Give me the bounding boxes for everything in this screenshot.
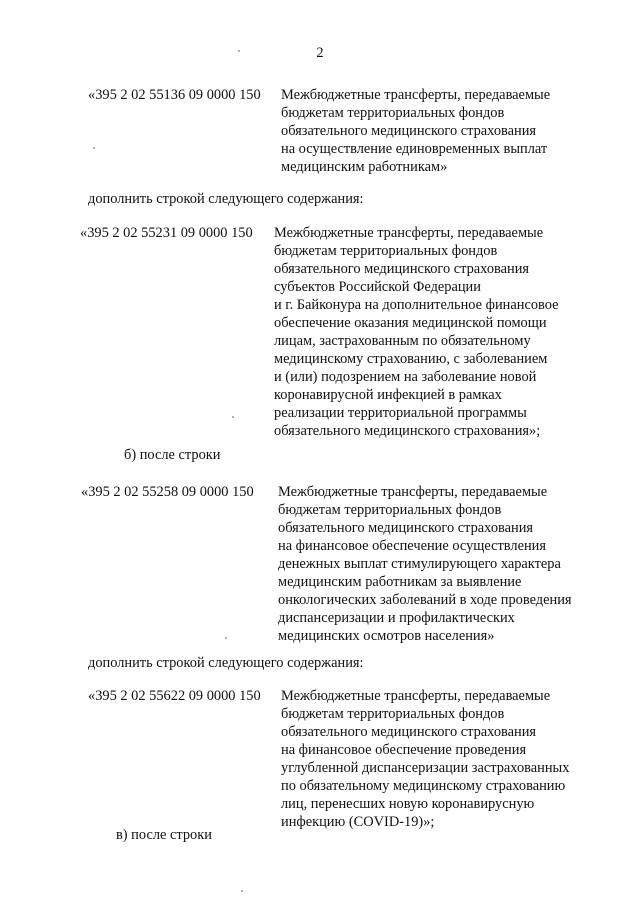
description-line: обеспечение оказания медицинской помощи: [274, 315, 547, 331]
description-line: обязательного медицинского страхования: [281, 123, 537, 139]
description-line: и г. Байконура на дополнительное финансовое: [274, 297, 559, 313]
description-line: медицинскому страхованию, с заболеванием: [274, 351, 548, 367]
description-line: диспансеризации и профилактических: [278, 610, 515, 626]
budget-code-2: «395 2 02 55231 09 0000 150: [80, 225, 253, 241]
description-line: реализации территориальной программы: [274, 405, 527, 421]
description-line: обязательного медицинского страхования: [281, 724, 537, 740]
description-line: Межбюджетные трансферты, передаваемые: [281, 87, 551, 103]
description-line: Межбюджетные трансферты, передаваемые: [278, 484, 548, 500]
description-line: бюджетам территориальных фондов: [274, 243, 498, 259]
budget-code-4: «395 2 02 55622 09 0000 150: [88, 688, 261, 704]
scan-speck: [232, 416, 234, 418]
description-line: и (или) подозрением на заболевание новой: [274, 369, 537, 385]
description-line: обязательного медицинского страхования»;: [274, 423, 541, 439]
description-line: инфекцию (COVID-19)»;: [281, 814, 435, 830]
description-line: медицинским работникам»: [281, 159, 448, 175]
description-line: бюджетам территориальных фондов: [281, 706, 505, 722]
description-line: на осуществление единовременных выплат: [281, 141, 548, 157]
description-line: Межбюджетные трансферты, передаваемые: [274, 225, 544, 241]
page-number: 2: [316, 45, 324, 61]
scan-speck: [225, 637, 227, 639]
description-line: коронавирусной инфекцией в рамках: [274, 387, 502, 403]
budget-description-1: [281, 86, 611, 176]
instruction-after-line-b: б) после строки: [124, 447, 221, 463]
budget-code-1: «395 2 02 55136 09 0000 150: [88, 87, 261, 103]
instruction-after-line-c: в) после строки: [116, 827, 212, 843]
scan-speck: [93, 147, 95, 149]
description-line: онкологических заболеваний в ходе проведения: [278, 592, 572, 608]
description-line: обязательного медицинского страхования: [278, 520, 534, 536]
description-line: медицинских осмотров населения»: [278, 628, 495, 644]
description-line: медицинским работникам за выявление: [278, 574, 522, 590]
description-line: лиц, перенесших новую коронавирусную: [281, 796, 535, 812]
description-line: субъектов Российской Федерации: [274, 279, 481, 295]
scan-speck: [238, 50, 240, 52]
budget-description-4: [281, 687, 611, 831]
description-line: лицам, застрахованным по обязательному: [274, 333, 531, 349]
description-line: бюджетам территориальных фондов: [281, 105, 505, 121]
description-line: денежных выплат стимулирующего характера: [278, 556, 561, 572]
scan-speck: [241, 890, 243, 892]
description-line: на финансовое обеспечение осуществления: [278, 538, 546, 554]
budget-description-2: [274, 224, 604, 440]
budget-description-3: [278, 483, 608, 645]
instruction-add-line-1: дополнить строкой следующего содержания:: [88, 191, 364, 207]
description-line: Межбюджетные трансферты, передаваемые: [281, 688, 551, 704]
budget-code-3: «395 2 02 55258 09 0000 150: [81, 484, 254, 500]
description-line: бюджетам территориальных фондов: [278, 502, 502, 518]
instruction-add-line-2: дополнить строкой следующего содержания:: [88, 655, 364, 671]
description-line: обязательного медицинского страхования: [274, 261, 530, 277]
description-line: на финансовое обеспечение проведения: [281, 742, 527, 758]
description-line: по обязательному медицинскому страхованию: [281, 778, 566, 794]
description-line: углубленной диспансеризации застрахованных: [281, 760, 570, 776]
